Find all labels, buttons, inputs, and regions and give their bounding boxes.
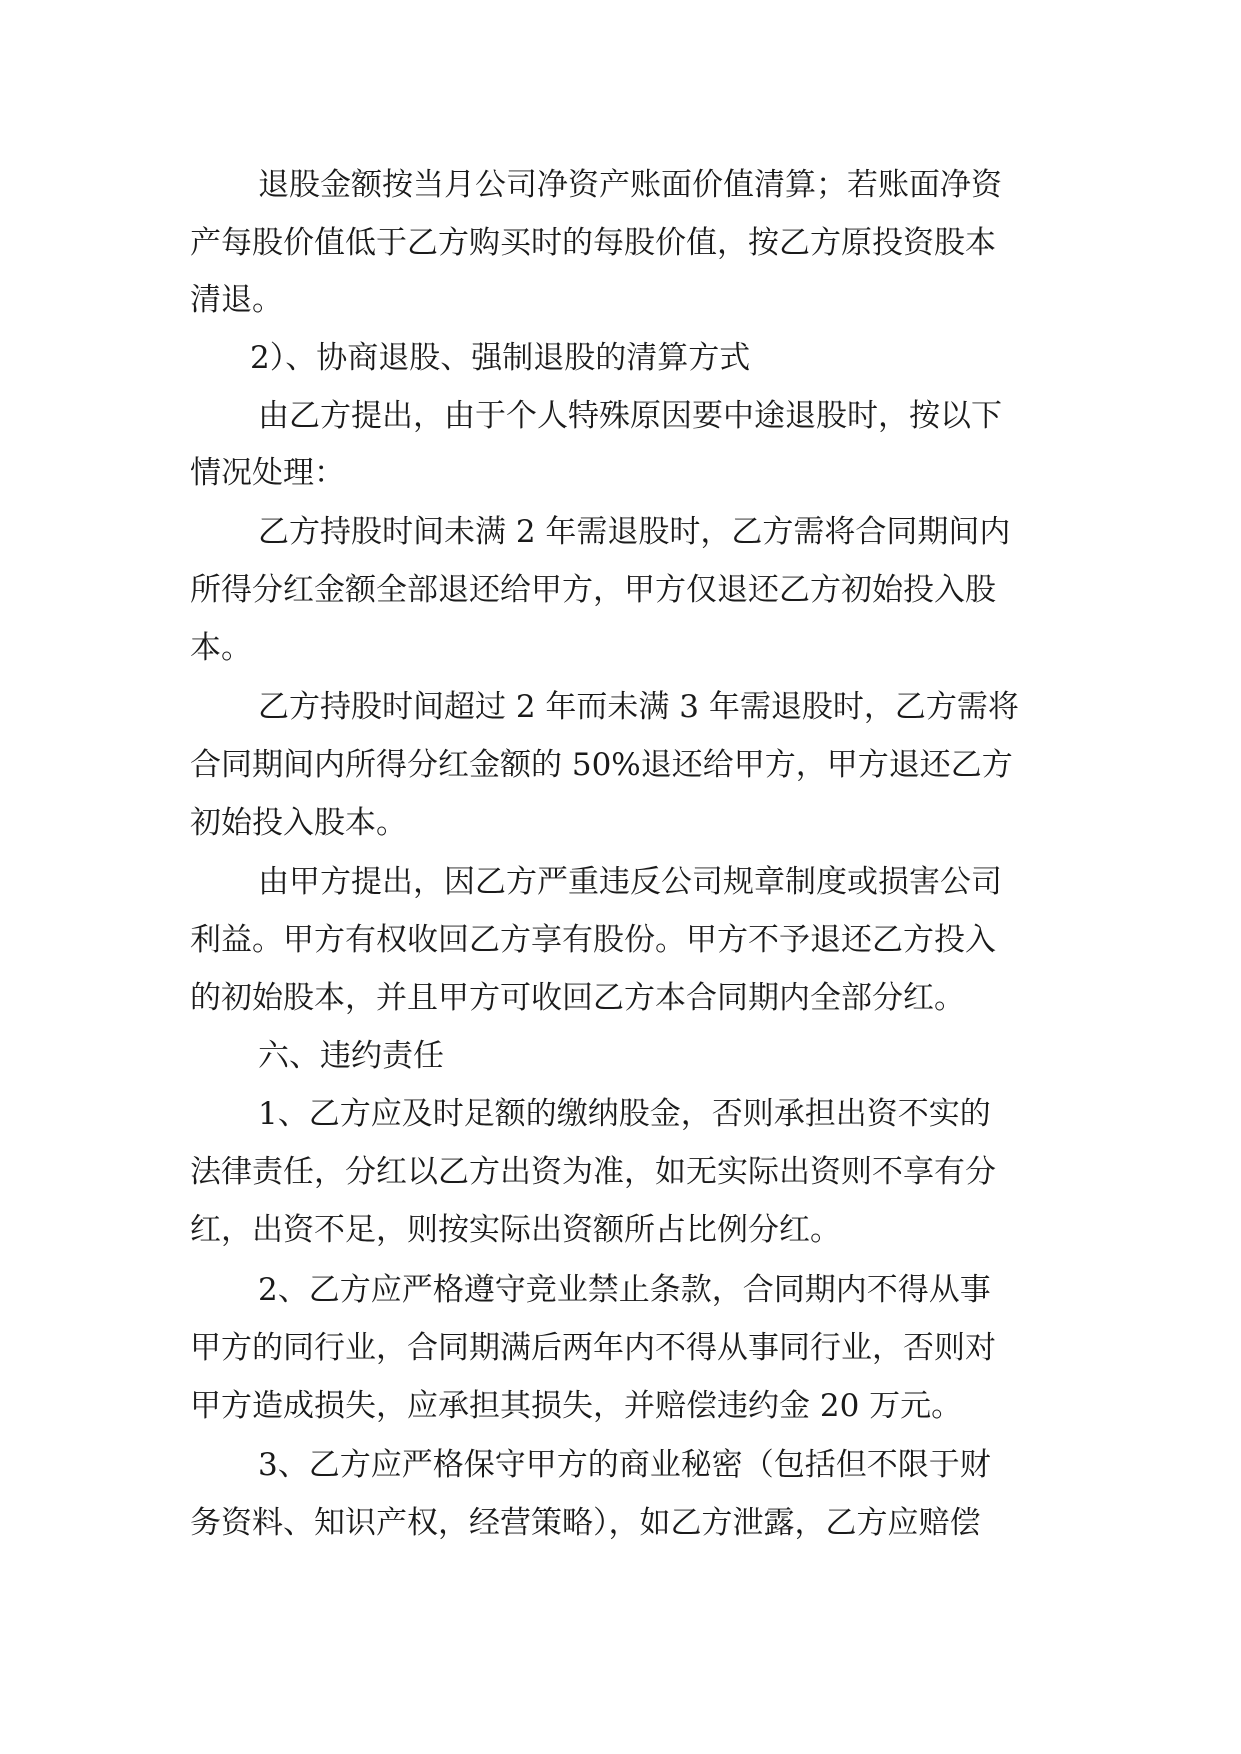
section-heading: 2）、协商退股、强制退股的清算方式 xyxy=(250,340,751,376)
paragraph-line: 乙方持股时间超过 2 年而未满 3 年需退股时，乙方需将 xyxy=(258,689,1019,725)
paragraph-line: 甲方造成损失，应承担其损失，并赔偿违约金 20 万元。 xyxy=(190,1388,963,1424)
paragraph-line: 由乙方提出，由于个人特殊原因要中途退股时，按以下 xyxy=(258,398,1002,434)
paragraph-line: 1、乙方应及时足额的缴纳股金，否则承担出资不实的 xyxy=(258,1096,991,1132)
paragraph-line: 合同期间内所得分红金额的 50%退还给甲方，甲方退还乙方 xyxy=(190,747,1013,783)
paragraph-line: 甲方的同行业，合同期满后两年内不得从事同行业，否则对 xyxy=(190,1330,996,1366)
paragraph-line: 退股金额按当月公司净资产账面价值清算；若账面净资 xyxy=(258,167,1002,203)
paragraph-line: 所得分红金额全部退还给甲方，甲方仅退还乙方初始投入股 xyxy=(190,572,996,608)
paragraph-line: 利益。甲方有权收回乙方享有股份。甲方不予退还乙方投入 xyxy=(190,922,996,958)
paragraph-line: 清退。 xyxy=(190,282,283,318)
paragraph-line: 2、乙方应严格遵守竞业禁止条款，合同期内不得从事 xyxy=(258,1272,991,1308)
section-heading: 六、违约责任 xyxy=(258,1038,444,1074)
paragraph-line: 乙方持股时间未满 2 年需退股时，乙方需将合同期间内 xyxy=(258,514,1011,550)
paragraph-line: 情况处理： xyxy=(190,455,345,491)
paragraph-line: 务资料、知识产权，经营策略），如乙方泄露，乙方应赔偿 xyxy=(190,1505,981,1541)
paragraph-line: 的初始股本，并且甲方可收回乙方本合同期内全部分红。 xyxy=(190,980,965,1016)
paragraph-line: 3、乙方应严格保守甲方的商业秘密（包括但不限于财 xyxy=(258,1447,991,1483)
paragraph-line: 产每股价值低于乙方购买时的每股价值，按乙方原投资股本 xyxy=(190,225,996,261)
paragraph-line: 由甲方提出，因乙方严重违反公司规章制度或损害公司 xyxy=(258,864,1002,900)
paragraph-line: 红，出资不足，则按实际出资额所占比例分红。 xyxy=(190,1212,841,1248)
paragraph-line: 初始投入股本。 xyxy=(190,805,407,841)
paragraph-line: 法律责任，分红以乙方出资为准，如无实际出资则不享有分 xyxy=(190,1154,996,1190)
paragraph-line: 本。 xyxy=(190,630,252,666)
